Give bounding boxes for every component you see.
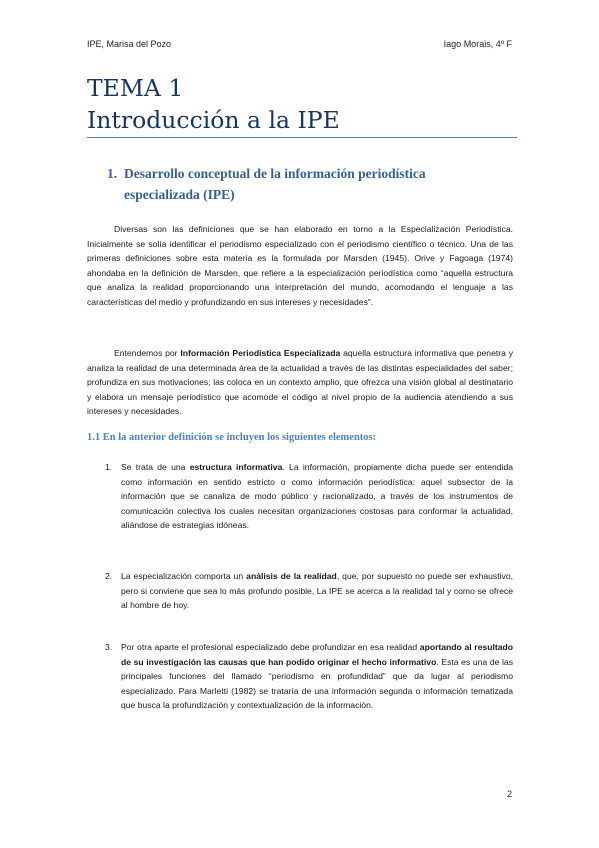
paragraph-2 bbox=[87, 346, 513, 419]
section-heading bbox=[107, 163, 467, 205]
list-item-post: . La información, propiamente dicha puede ser entendida como información en sentido estricto o como información periodística: aquel subsector de la información que se canaliza de modo público y racionalizado, a través de los instrumentos de comunicación colectiva los cuales necesitan organizaciones costosas para conformar la actualidad, aliándose de estrategias idóneas. bbox=[121, 462, 514, 531]
title-line-2: Introducción a la IPE bbox=[87, 106, 340, 134]
paragraph-1: Diversas son las definiciones que se han elaborado en torno a la Especialización Periodística. Inicialmente se solía identificar el periodismo especializado con el periodismo científico o técnico. Una de las primeras definiciones sobre esta materia es la formulada por Marsden (1945). Orive y Fagoaga (1974) ahondaba en la definición de Marsden, que refiere a la especialización periodística como “aquella estructura que analiza la realidad proporcionando una interpretación del mundo, acomodando el lenguaje a las características del medio y profundizando en sus intereses y necesidades”. bbox=[87, 224, 513, 307]
list-item-bold: estructura informativa bbox=[189, 462, 283, 472]
paragraph-2-pre: Entendemos por bbox=[114, 348, 181, 358]
title-underline bbox=[87, 137, 517, 138]
header-right: Iago Morais, 4º F bbox=[443, 39, 512, 49]
section-heading-text: Desarrollo conceptual de la información periodística especializada (IPE) bbox=[124, 166, 426, 202]
section-number: 1. bbox=[107, 166, 118, 181]
list-item bbox=[87, 569, 513, 613]
list-item-post: . Esta es una de las principales funciones del llamado “periodismo en profundidad” que da lugar al periodismo especializado. Para Marletti (1982) se trataría de una información segunda o información tematizada que busca la profundización y contextualización de la información. bbox=[121, 656, 513, 711]
list-item-post: , que, por supuesto no puede ser exhaustivo, pero si conviene que sea lo más profundo posible, La IPE se acerca a la realidad tal y como se ofrece al hombre de hoy. bbox=[121, 571, 513, 611]
list-item-number: 2. bbox=[105, 571, 113, 581]
paragraph-2-bold: Información Periodística Especializada bbox=[180, 348, 341, 358]
list-item-text bbox=[121, 569, 513, 613]
list-item-text bbox=[121, 460, 513, 533]
list-item bbox=[87, 460, 513, 533]
list-item-pre: Se trata de una bbox=[121, 462, 190, 472]
paragraph-2-post: aquella estructura informativa que penetra y analiza la realidad de una determinada área de la actualidad a través de las distintas especialidades del saber; profundiza en sus motivaciones; las coloca en un contexto amplio, que ofrezca una visión global al destinatario y elabora un mensaje periodístico que acomode el código al nivel propio de la audiencia atendiendo a sus intereses y necesidades. bbox=[87, 348, 514, 417]
list-item-pre: Por otra aparte el profesional especializado debe profundizar en esa realidad bbox=[121, 642, 420, 652]
header-left: IPE, Marisa del Pozo bbox=[87, 39, 172, 49]
list-item-bold: aportando al resultado de su investigación las causas que han podido originar el hecho informativo bbox=[121, 642, 513, 667]
list-item-number: 1. bbox=[105, 462, 113, 472]
title-line-1: TEMA 1 bbox=[87, 74, 184, 102]
subheading: 1.1 En la anterior definición se incluyen los siguientes elementos: bbox=[87, 432, 377, 443]
list-item-text bbox=[121, 640, 513, 713]
list-item-pre: La especialización comporta un bbox=[121, 571, 247, 581]
list-item-bold: análisis de la realidad bbox=[246, 571, 337, 581]
page-number: 2 bbox=[506, 789, 512, 799]
list-item-number: 3. bbox=[105, 642, 113, 652]
list-item bbox=[87, 640, 513, 713]
